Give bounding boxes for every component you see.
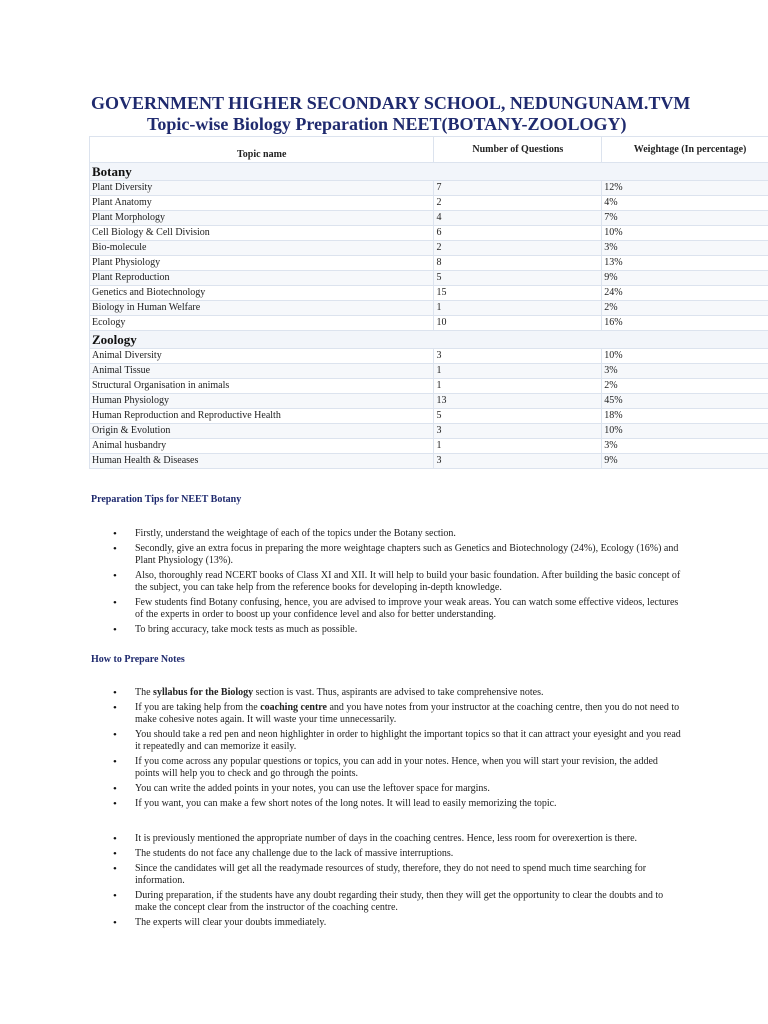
questions-cell: 4	[434, 211, 602, 226]
coaching-benefits-list	[91, 833, 681, 932]
table-row	[90, 211, 768, 226]
text-span: The	[135, 687, 154, 698]
table-row	[90, 256, 768, 271]
page-subtitle: Topic-wise Biology Preparation NEET(BOTANY-ZOOLOGY)	[147, 114, 627, 134]
questions-cell: 1	[434, 379, 602, 394]
col-header-weightage: Weightage (In percentage)	[602, 137, 768, 163]
weight-cell: 7%	[602, 211, 768, 226]
questions-cell: 15	[434, 286, 602, 301]
tips-list	[91, 528, 681, 639]
weight-cell: 45%	[602, 394, 768, 409]
section-row-botany	[90, 163, 768, 181]
weight-cell: 9%	[602, 454, 768, 469]
table-row	[90, 301, 768, 316]
table-header-row	[90, 137, 768, 163]
table-row	[90, 286, 768, 301]
topic-cell: Plant Reproduction	[90, 271, 434, 286]
questions-cell: 3	[434, 454, 602, 469]
weight-cell: 13%	[602, 256, 768, 271]
table-row	[90, 379, 768, 394]
table-row	[90, 226, 768, 241]
weight-cell: 10%	[602, 226, 768, 241]
list-item: • Firstly, understand the weightage of each of the topics under the Botany section.	[91, 528, 681, 540]
coaching-centre-link: coaching centre	[260, 702, 327, 713]
list-item: • During preparation, if the students have any doubt regarding their study, then they will get the opportunity to clear the doubts and to make the concept clear from the instructor of the coaching centre.	[91, 890, 681, 914]
weight-cell: 3%	[602, 439, 768, 454]
topic-cell: Plant Physiology	[90, 256, 434, 271]
weight-cell: 10%	[602, 424, 768, 439]
list-item: • To bring accuracy, take mock tests as much as possible.	[91, 624, 681, 636]
topic-cell: Animal Tissue	[90, 364, 434, 379]
section-label-botany: Botany	[90, 163, 768, 181]
school-title: GOVERNMENT HIGHER SECONDARY SCHOOL, NEDUNGUNAM.TVM	[91, 93, 691, 113]
list-item	[91, 702, 681, 726]
topic-cell: Animal Diversity	[90, 349, 434, 364]
questions-cell: 1	[434, 301, 602, 316]
list-item: • Since the candidates will get all the readymade resources of study, therefore, they do not need to spend much time searching for information.	[91, 863, 681, 887]
list-item: • You should take a red pen and neon highlighter in order to highlight the important topics so that it can attract your eyesight and you read it repeatedly and can memorize it easily.	[91, 729, 681, 753]
weight-cell: 12%	[602, 181, 768, 196]
text-span: section is vast. Thus, aspirants are advised to take comprehensive notes.	[253, 687, 544, 698]
questions-cell: 13	[434, 394, 602, 409]
weight-cell: 2%	[602, 379, 768, 394]
weight-cell: 24%	[602, 286, 768, 301]
notes-list	[91, 687, 681, 813]
section-label-zoology: Zoology	[90, 331, 768, 349]
list-item: • Also, thoroughly read NCERT books of Class XI and XII. It will help to build your basic foundation. After building the basic concept of the subject, you can take help from the reference books for developing in-depth knowledge.	[91, 570, 681, 594]
topic-cell: Plant Anatomy	[90, 196, 434, 211]
list-item: • Few students find Botany confusing, hence, you are advised to improve your weak areas. You can watch some effective videos, lectures of the experts in order to boost up your confidence level and also for better understanding.	[91, 597, 681, 621]
section-row-zoology	[90, 331, 768, 349]
topic-cell: Structural Organisation in animals	[90, 379, 434, 394]
topic-cell: Ecology	[90, 316, 434, 331]
topic-cell: Genetics and Biotechnology	[90, 286, 434, 301]
table-row	[90, 394, 768, 409]
topic-cell: Plant Morphology	[90, 211, 434, 226]
weight-cell: 9%	[602, 271, 768, 286]
topic-cell: Human Physiology	[90, 394, 434, 409]
weight-cell: 2%	[602, 301, 768, 316]
topic-cell: Plant Diversity	[90, 181, 434, 196]
table-row	[90, 454, 768, 469]
tips-heading: Preparation Tips for NEET Botany	[91, 494, 242, 505]
questions-cell: 3	[434, 424, 602, 439]
table-row	[90, 349, 768, 364]
col-header-topic: Topic name	[90, 137, 434, 163]
weight-cell: 10%	[602, 349, 768, 364]
notes-heading: How to Prepare Notes	[91, 654, 185, 665]
weight-cell: 16%	[602, 316, 768, 331]
table-row	[90, 181, 768, 196]
questions-cell: 1	[434, 364, 602, 379]
table-row	[90, 271, 768, 286]
text-span: and you have notes from your instructor at the coaching centre, then you do not need to make cohesive notes again. It will waste your time unnecessarily.	[135, 702, 680, 725]
questions-cell: 2	[434, 241, 602, 256]
list-item: • You can write the added points in your notes, you can use the leftover space for margins.	[91, 783, 681, 795]
topic-weightage-table	[89, 136, 768, 469]
table-row	[90, 196, 768, 211]
table-row	[90, 409, 768, 424]
questions-cell: 7	[434, 181, 602, 196]
questions-cell: 5	[434, 409, 602, 424]
list-item: • The experts will clear your doubts immediately.	[91, 917, 681, 929]
weight-cell: 4%	[602, 196, 768, 211]
list-item: • The students do not face any challenge due to the lack of massive interruptions.	[91, 848, 681, 860]
topic-cell: Bio-molecule	[90, 241, 434, 256]
questions-cell: 6	[434, 226, 602, 241]
weight-cell: 3%	[602, 241, 768, 256]
list-item: • Secondly, give an extra focus in preparing the more weightage chapters such as Genetics and Biotechnology (24%), Ecology (16%) and Plant Physiology (13%).	[91, 543, 681, 567]
table-row	[90, 424, 768, 439]
questions-cell: 5	[434, 271, 602, 286]
syllabus-link: syllabus for the Biology	[153, 687, 254, 698]
questions-cell: 2	[434, 196, 602, 211]
col-header-questions: Number of Questions	[434, 137, 602, 163]
questions-cell: 3	[434, 349, 602, 364]
table-row	[90, 241, 768, 256]
questions-cell: 8	[434, 256, 602, 271]
list-item: • If you come across any popular questions or topics, you can add in your notes. Hence, when you will start your revision, the added points will help you to check and go through the points.	[91, 756, 681, 780]
text-span: If you are taking help from the	[135, 702, 261, 713]
weight-cell: 3%	[602, 364, 768, 379]
table-row	[90, 439, 768, 454]
list-item: • It is previously mentioned the appropriate number of days in the coaching centres. Hence, less room for overexertion is there.	[91, 833, 681, 845]
topic-cell: Human Health & Diseases	[90, 454, 434, 469]
questions-cell: 1	[434, 439, 602, 454]
list-item: • If you want, you can make a few short notes of the long notes. It will lead to easily memorizing the topic.	[91, 798, 681, 810]
list-item	[91, 687, 681, 699]
table-row	[90, 316, 768, 331]
topic-cell: Animal husbandry	[90, 439, 434, 454]
topic-cell: Human Reproduction and Reproductive Health	[90, 409, 434, 424]
table-row	[90, 364, 768, 379]
topic-cell: Biology in Human Welfare	[90, 301, 434, 316]
questions-cell: 10	[434, 316, 602, 331]
weight-cell: 18%	[602, 409, 768, 424]
topic-cell: Origin & Evolution	[90, 424, 434, 439]
topic-cell: Cell Biology & Cell Division	[90, 226, 434, 241]
